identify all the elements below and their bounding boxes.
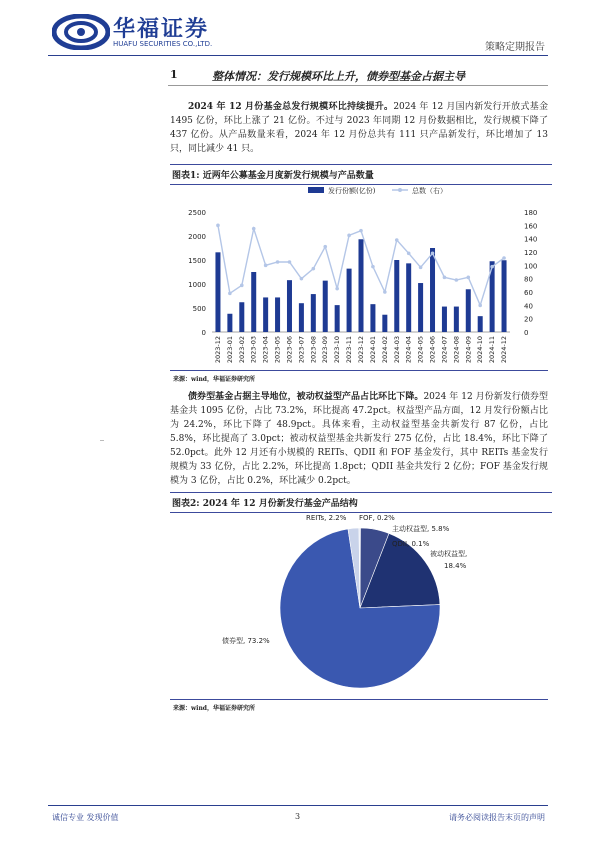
page-number: 3 [295, 812, 301, 821]
paragraph-body: 2024 年 12 月份新发行债券型基金共 1095 亿份，占比 73.2%，环比提高 47.2pct。权益型产品方面，12 月发行份额占比为 24.2%，环比下降了 48.9pct。具体来看，主动权益型基金共新发行 87 亿份，占比 5.8%，环比提高了 3.0pct；被动权益型基金共新发行 275 亿份，占比 18.4%，环比下降了 52.0pct。此外 12 月还有小规模的 REITs、QDII 和 FOF 基金发行，其中 REITs 基金发行规模为 33 亿份，占比 2.2%，环比提高 1.8pct；QDII 基金共发行 2 亿份；FOF 基金发行规模为 3 亿份，占比 0.2%，环比减少 0.2pct。 [170, 392, 548, 486]
x-tick-label: 2024-09 [464, 336, 473, 364]
y-right-tick-label: 80 [524, 275, 533, 284]
issuance-bar [227, 314, 232, 332]
x-tick-label: 2024-11 [488, 336, 497, 364]
issuance-bar [239, 302, 244, 332]
issuance-bar [335, 305, 340, 332]
product-count-point [490, 265, 494, 269]
paragraph-issuance-overview [170, 100, 548, 156]
footer-divider [48, 805, 548, 806]
x-tick-label: 2024-05 [416, 336, 425, 364]
monthly-issuance-chart [170, 182, 548, 370]
x-tick-label: 2023-02 [237, 336, 246, 364]
y-left-tick-label: 500 [192, 305, 206, 313]
x-tick-label: 2024-06 [428, 336, 437, 364]
product-count-point [478, 304, 482, 308]
issuance-bar [275, 297, 280, 332]
y-right-tick-label: 120 [524, 249, 538, 257]
x-tick-label: 2024-02 [380, 336, 389, 364]
issuance-bar [454, 307, 459, 332]
x-tick-label: 2023-01 [225, 336, 234, 364]
product-count-point [264, 264, 268, 268]
product-count-point [359, 229, 363, 233]
issuance-bar [430, 248, 435, 332]
footer-slogan: 诚信专业 发现价值 [52, 813, 119, 822]
x-tick-label: 2024-03 [392, 336, 401, 364]
product-count-point [312, 267, 316, 271]
legend-bar-swatch [308, 187, 324, 193]
x-tick-label: 2023-04 [261, 336, 270, 364]
x-tick-label: 2023-03 [249, 336, 258, 364]
pie-label: 主动权益型, 5.8% [392, 525, 450, 533]
issuance-bar [394, 260, 399, 332]
product-count-point [383, 290, 387, 294]
x-tick-label: 2023-05 [273, 336, 282, 364]
x-tick-label: 2024-12 [500, 336, 509, 364]
y-left-tick-label: 1500 [188, 257, 206, 265]
product-count-point [252, 227, 256, 231]
issuance-bar [442, 307, 447, 332]
issuance-bar [382, 315, 387, 332]
product-count-point [240, 284, 244, 288]
product-count-point [502, 256, 506, 260]
product-count-point [347, 234, 351, 238]
y-right-tick-label: 140 [524, 235, 538, 244]
issuance-bar [287, 280, 292, 332]
section-divider [168, 85, 548, 86]
issuance-bar [323, 281, 328, 332]
y-right-tick-label: 180 [524, 209, 538, 217]
pie-label: REITs, 2.2% [306, 514, 347, 522]
figure1-title: 图表1: 近两年公募基金月度新发行规模与产品数量 [170, 164, 552, 185]
issuance-bar [299, 303, 304, 332]
y-right-tick-label: 60 [524, 289, 533, 297]
product-count-point [323, 245, 327, 249]
legend-line-marker [398, 188, 402, 192]
figure2-bottom-rule [170, 699, 548, 700]
paragraph-body: 2024 年 12 月国内新发行开放式基金 1495 亿份，环比上涨了 21 亿份。不过与 2023 年同期 12 月份数据相比，发行规模下降了 437 亿份。从产品数量来看，2024 年 12 月份总共有 111 只产品新发行，环比增加了 13 只，同比减少 41 只。 [170, 102, 548, 154]
issuance-bar [502, 260, 507, 332]
logo-english-name: HUAFU SECURITIES CO.,LTD. [113, 40, 213, 48]
report-type: 策略定期报告 [485, 42, 545, 53]
y-right-tick-label: 100 [524, 262, 538, 271]
product-count-point [443, 276, 447, 280]
product-count-point [455, 278, 459, 282]
issuance-bar [251, 272, 256, 332]
product-count-point [228, 292, 232, 296]
product-count-point [276, 260, 280, 264]
x-tick-label: 2023-08 [309, 336, 318, 364]
product-count-point [466, 276, 470, 280]
x-tick-label: 2024-10 [476, 336, 485, 364]
pie-label: 债券型, 73.2% [222, 637, 270, 645]
product-count-point [335, 287, 339, 291]
legend-line-label: 总数（右） [412, 187, 447, 195]
product-count-point [431, 252, 435, 256]
issuance-bar [347, 269, 352, 332]
issuance-bar [358, 239, 363, 332]
x-tick-label: 2023-07 [297, 336, 306, 364]
margin-mark [100, 440, 104, 441]
figure2-source: 来源：wind，华福证券研究所 [173, 705, 256, 712]
x-tick-label: 2024-01 [368, 336, 377, 364]
y-left-tick-label: 1000 [188, 281, 206, 289]
issuance-bar [466, 289, 471, 332]
issuance-bar [418, 283, 423, 332]
y-right-tick-label: 40 [524, 302, 533, 311]
paragraph-product-structure [170, 390, 548, 488]
y-left-tick-label: 0 [201, 329, 206, 337]
product-count-point [395, 238, 399, 242]
product-count-point [419, 266, 423, 270]
y-right-tick-label: 20 [524, 315, 533, 324]
section-number: 1 [170, 68, 178, 81]
x-tick-label: 2024-07 [440, 336, 449, 364]
huafu-logo-icon [52, 14, 110, 50]
issuance-bar [311, 294, 316, 332]
product-count-point [407, 252, 411, 256]
issuance-bar [406, 263, 411, 332]
x-tick-label: 2023-06 [285, 336, 294, 364]
header-divider [48, 55, 548, 56]
x-tick-label: 2023-09 [321, 336, 330, 364]
issuance-bar [263, 297, 268, 332]
legend-bar-label: 发行份额(亿份) [328, 187, 376, 195]
product-count-point [216, 224, 220, 228]
product-count-point [371, 265, 375, 269]
issuance-bar [478, 316, 483, 332]
x-tick-label: 2024-08 [452, 336, 461, 364]
paragraph-lead: 2024 年 12 月份基金总发行规模环比持续提升。 [188, 102, 394, 112]
pie-label-value: 18.4% [444, 562, 467, 570]
paragraph-lead: 债券型基金占据主导地位，被动权益型产品占比环比下降。 [188, 392, 424, 402]
figure1-bottom-rule [170, 370, 548, 371]
pie-label: 被动权益型, [430, 550, 468, 558]
figure2-title: 图表2: 2024 年 12 月份新发行基金产品结构 [170, 492, 552, 513]
pie-label: FOF, 0.2% [359, 514, 395, 522]
x-tick-label: 2024-04 [404, 336, 413, 364]
x-tick-label: 2023-10 [333, 336, 342, 364]
logo-chinese-name: 华福证券 [113, 16, 210, 42]
x-tick-label: 2023-12 [357, 336, 365, 364]
product-count-point [300, 277, 304, 281]
product-structure-pie-chart [170, 510, 548, 698]
figure1-source: 来源：wind，华福证券研究所 [173, 376, 256, 383]
product-count-point [288, 260, 292, 264]
section-title: 整体情况：发行规模环比上升，债券型基金占据主导 [212, 70, 465, 83]
x-tick-label: 2023-12 [213, 336, 222, 364]
y-left-tick-label: 2500 [188, 209, 206, 217]
x-tick-label: 2023-11 [345, 336, 354, 364]
y-right-tick-label: 0 [524, 329, 529, 337]
y-right-tick-label: 160 [524, 222, 538, 231]
issuance-bar [215, 252, 220, 332]
pie-label: QDII, 0.1% [392, 540, 430, 548]
y-left-tick-label: 2000 [188, 233, 206, 241]
issuance-bar [370, 304, 375, 332]
footer-disclaimer-note: 请务必阅读报告末页的声明 [449, 813, 545, 822]
